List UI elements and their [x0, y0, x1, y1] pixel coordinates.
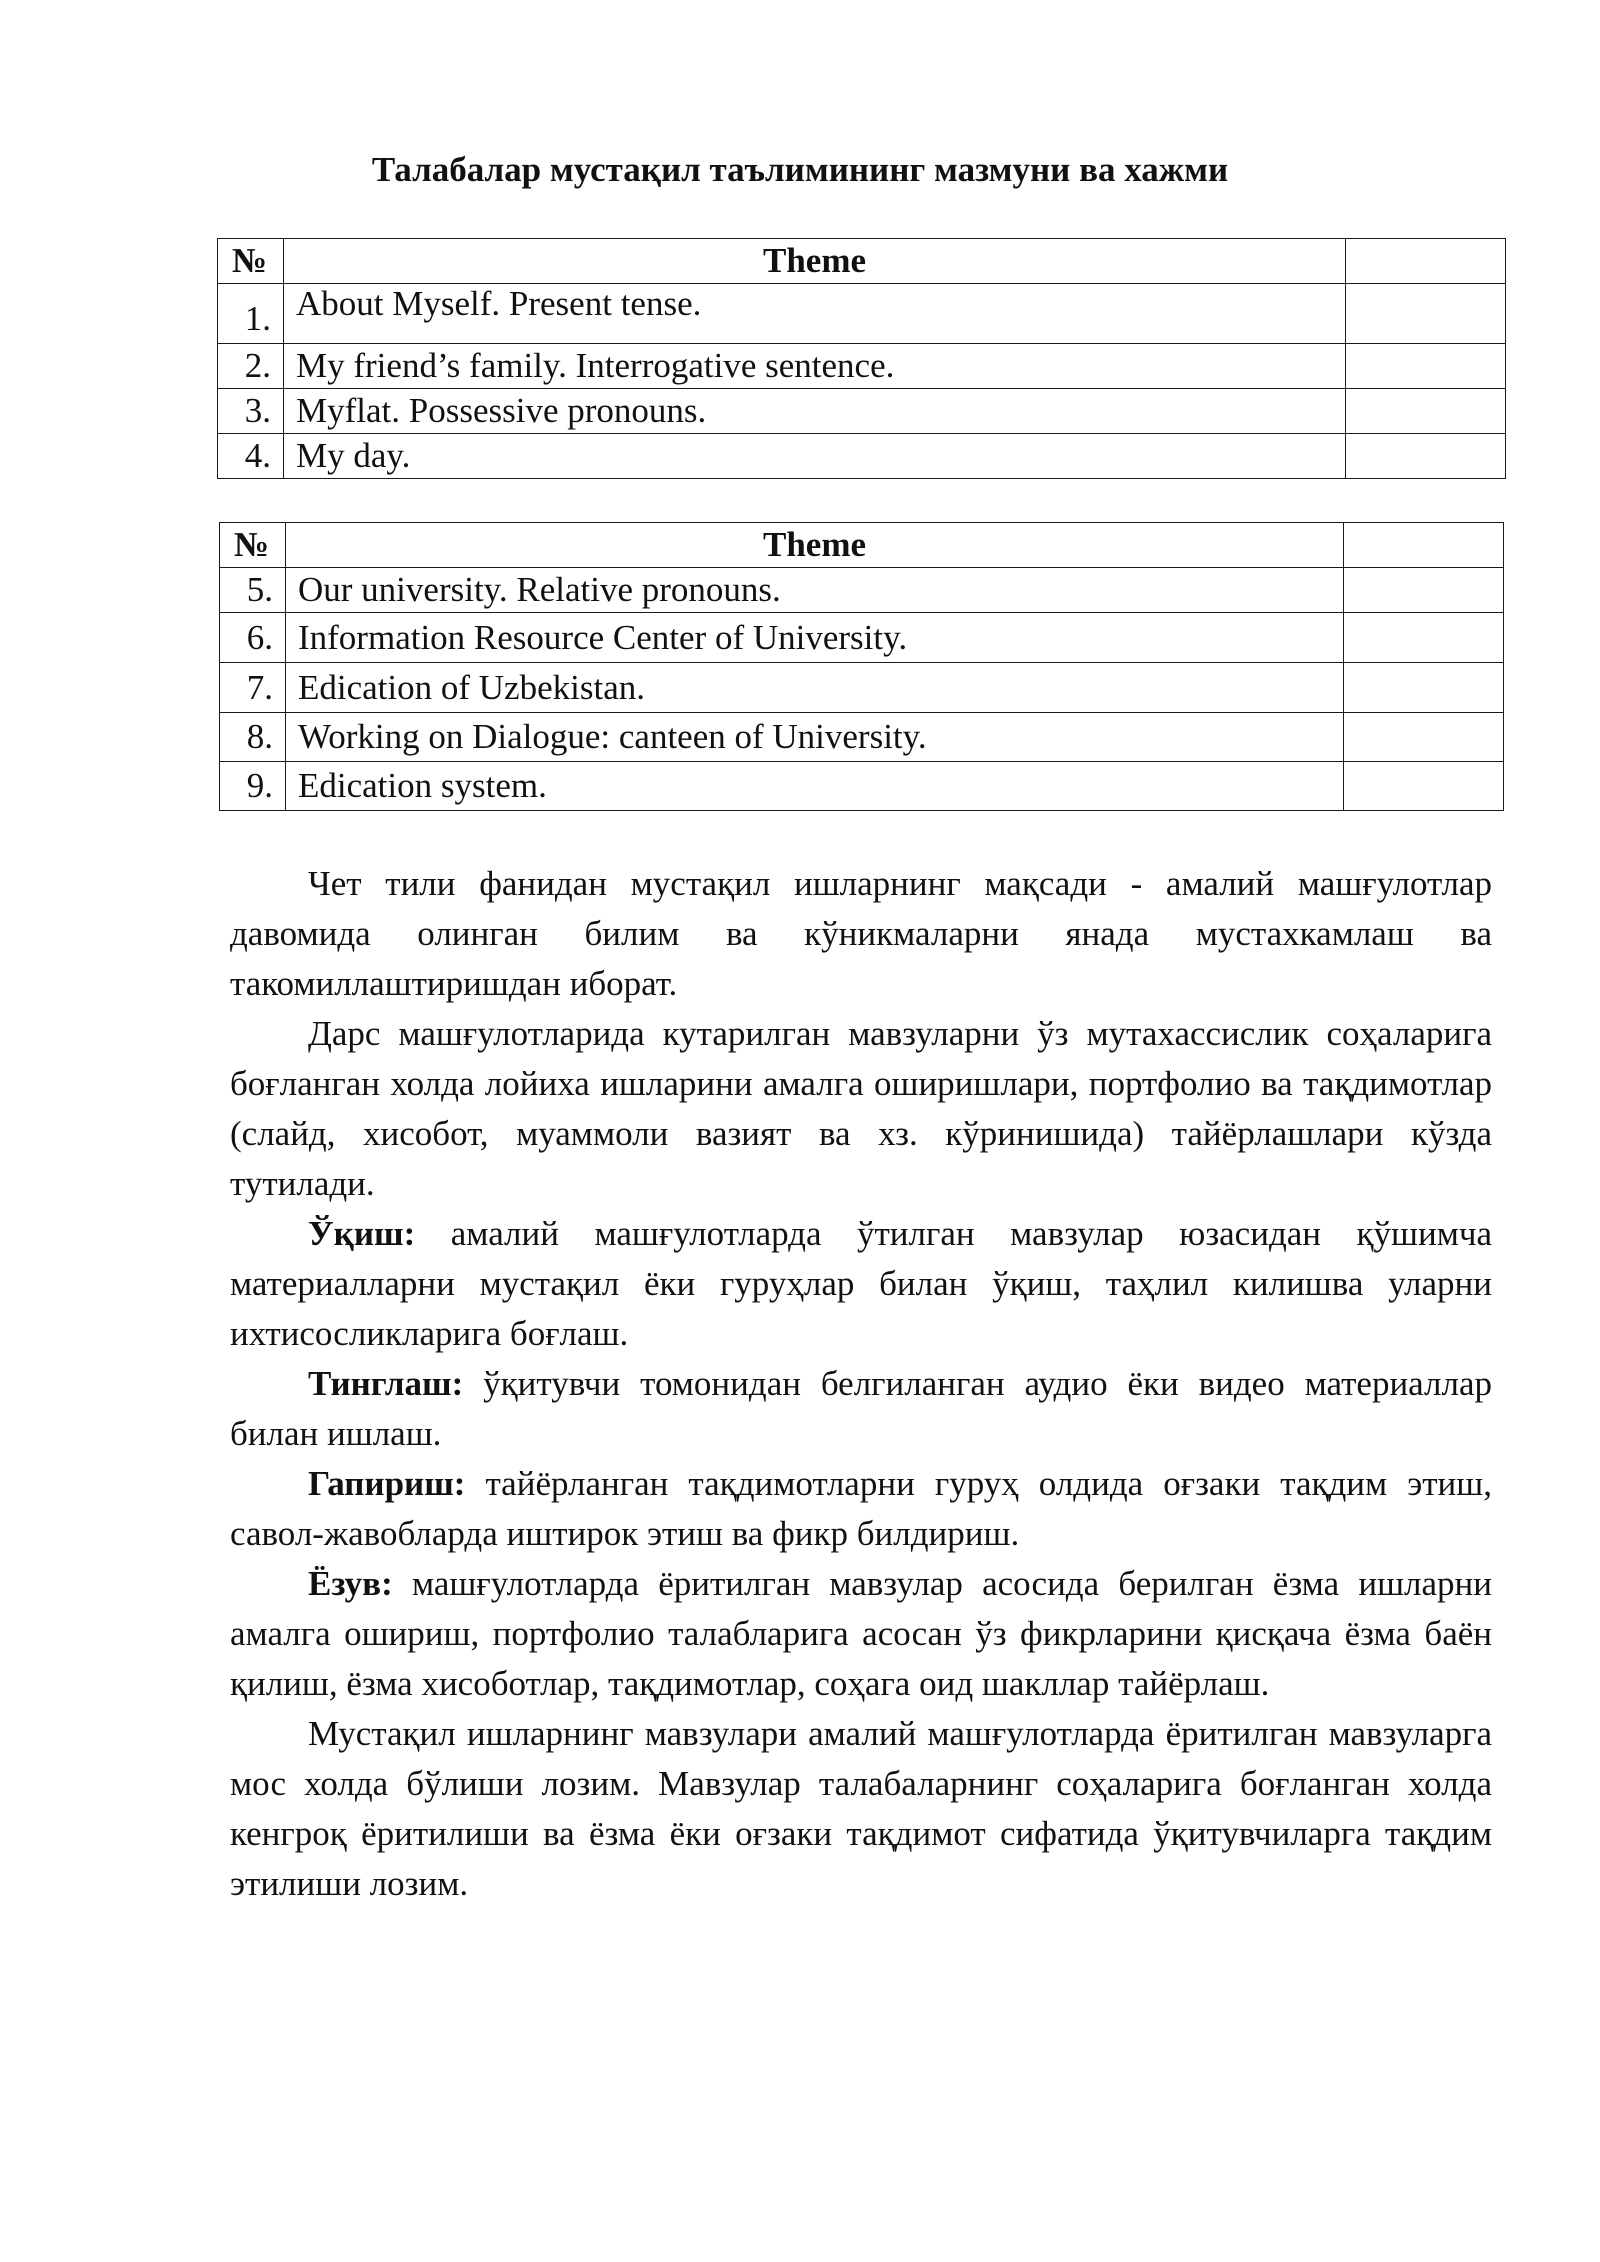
table-row: [218, 434, 1506, 479]
row-extra: [1346, 434, 1506, 479]
paragraph-lead: Ёзув:: [308, 1564, 393, 1603]
extra-column-header: [1344, 523, 1504, 568]
row-number: 1.: [218, 284, 284, 344]
row-extra: [1346, 284, 1506, 344]
body-text: [230, 859, 1492, 1909]
table-row: [218, 344, 1506, 389]
paragraph-listening: [230, 1359, 1492, 1459]
row-extra: [1344, 762, 1504, 811]
paragraph-text: тайёрланган тақдимотларни гуруҳ олдида оғзаки тақдим этиш, савол-жавобларда иштирок этиш ва фикр билдириш.: [230, 1464, 1492, 1553]
table-header-row: [218, 239, 1506, 284]
row-number: 3.: [218, 389, 284, 434]
row-theme: Working on Dialogue: canteen of University.: [286, 713, 1344, 762]
row-number: 5.: [220, 568, 286, 613]
table-row: [220, 713, 1504, 762]
paragraph-text: амалий машғулотларда ўтилган мавзулар юзасидан қўшимча материалларни мустақил ёки гуруҳлар билан ўқиш, таҳлил килишва уларни ихтисосликларига боғлаш.: [230, 1214, 1492, 1353]
paragraph-lead: Тинглаш:: [308, 1364, 464, 1403]
row-extra: [1344, 613, 1504, 663]
paragraph-lessons: [230, 1009, 1492, 1209]
paragraph-writing: [230, 1559, 1492, 1709]
paragraph-lead: Гапириш:: [308, 1464, 466, 1503]
paragraph-reading: [230, 1209, 1492, 1359]
paragraph-speaking: [230, 1459, 1492, 1559]
topics-table-1: [217, 238, 1506, 479]
table-row: [220, 568, 1504, 613]
paragraph-text: Дарс машғулотларида кутарилган мавзуларни ўз мутахассислик соҳаларига боғланган холда лойиха ишларини амалга оширишлари, портфолио ва тақдимотлар (слайд, хисобот, муаммоли вазият ва хз. кўринишида) тайёрлашлари кўзда тутилади.: [230, 1014, 1492, 1203]
row-extra: [1344, 663, 1504, 713]
table-row: [218, 284, 1506, 344]
row-extra: [1346, 344, 1506, 389]
theme-column-header: Theme: [284, 239, 1346, 284]
paragraph-lead: Ўқиш:: [308, 1214, 416, 1253]
paragraph-topics: [230, 1709, 1492, 1909]
row-number: 2.: [218, 344, 284, 389]
number-column-header: №: [218, 239, 284, 284]
paragraph-text: ўқитувчи томонидан белгиланган аудио ёки видео материаллар билан ишлаш.: [230, 1364, 1492, 1453]
extra-column-header: [1346, 239, 1506, 284]
row-extra: [1344, 568, 1504, 613]
table-row: [218, 389, 1506, 434]
table-row: [220, 663, 1504, 713]
row-theme: My friend’s family. Interrogative sentence.: [284, 344, 1346, 389]
table-header-row: [220, 523, 1504, 568]
paragraph-text: Чет тили фанидан мустақил ишларнинг мақсади - амалий машғулотлар давомида олинган билим ва кўникмаларни янада мустахкамлаш ва такомиллаштиришдан иборат.: [230, 864, 1492, 1003]
number-column-header: №: [220, 523, 286, 568]
row-extra: [1344, 713, 1504, 762]
row-number: 8.: [220, 713, 286, 762]
table-row: [220, 613, 1504, 663]
row-number: 6.: [220, 613, 286, 663]
paragraph-text: Мустақил ишларнинг мавзулари амалий машғулотларда ёритилган мавзуларга мос холда бўлиши лозим. Мавзулар талабаларнинг соҳаларига боғланган холда кенгроқ ёритилиши ва ёзма ёки оғзаки тақдимот сифатида ўқитувчиларга тақдим этилиши лозим.: [230, 1714, 1492, 1903]
row-number: 7.: [220, 663, 286, 713]
theme-column-header: Theme: [286, 523, 1344, 568]
row-theme: Edication of Uzbekistan.: [286, 663, 1344, 713]
topics-table-2: [219, 522, 1504, 811]
row-theme: About Myself. Present tense.: [284, 284, 1346, 344]
paragraph-text: машғулотларда ёритилган мавзулар асосида берилган ёзма ишларни амалга ошириш, портфолио талабларига асосан ўз фикрларини қисқача ёзма баён қилиш, ёзма хисоботлар, тақдимотлар, соҳага оид шакллар тайёрлаш.: [230, 1564, 1492, 1703]
row-theme: Myflat. Possessive pronouns.: [284, 389, 1346, 434]
row-theme: My day.: [284, 434, 1346, 479]
row-theme: Edication system.: [286, 762, 1344, 811]
row-number: 9.: [220, 762, 286, 811]
row-number: 4.: [218, 434, 284, 479]
page-title: Талабалар мустақил таълимининг мазмуни ва хажми: [371, 150, 1229, 189]
row-extra: [1346, 389, 1506, 434]
paragraph-goal: [230, 859, 1492, 1009]
row-theme: Our university. Relative pronouns.: [286, 568, 1344, 613]
table-row: [220, 762, 1504, 811]
row-theme: Information Resource Center of University.: [286, 613, 1344, 663]
